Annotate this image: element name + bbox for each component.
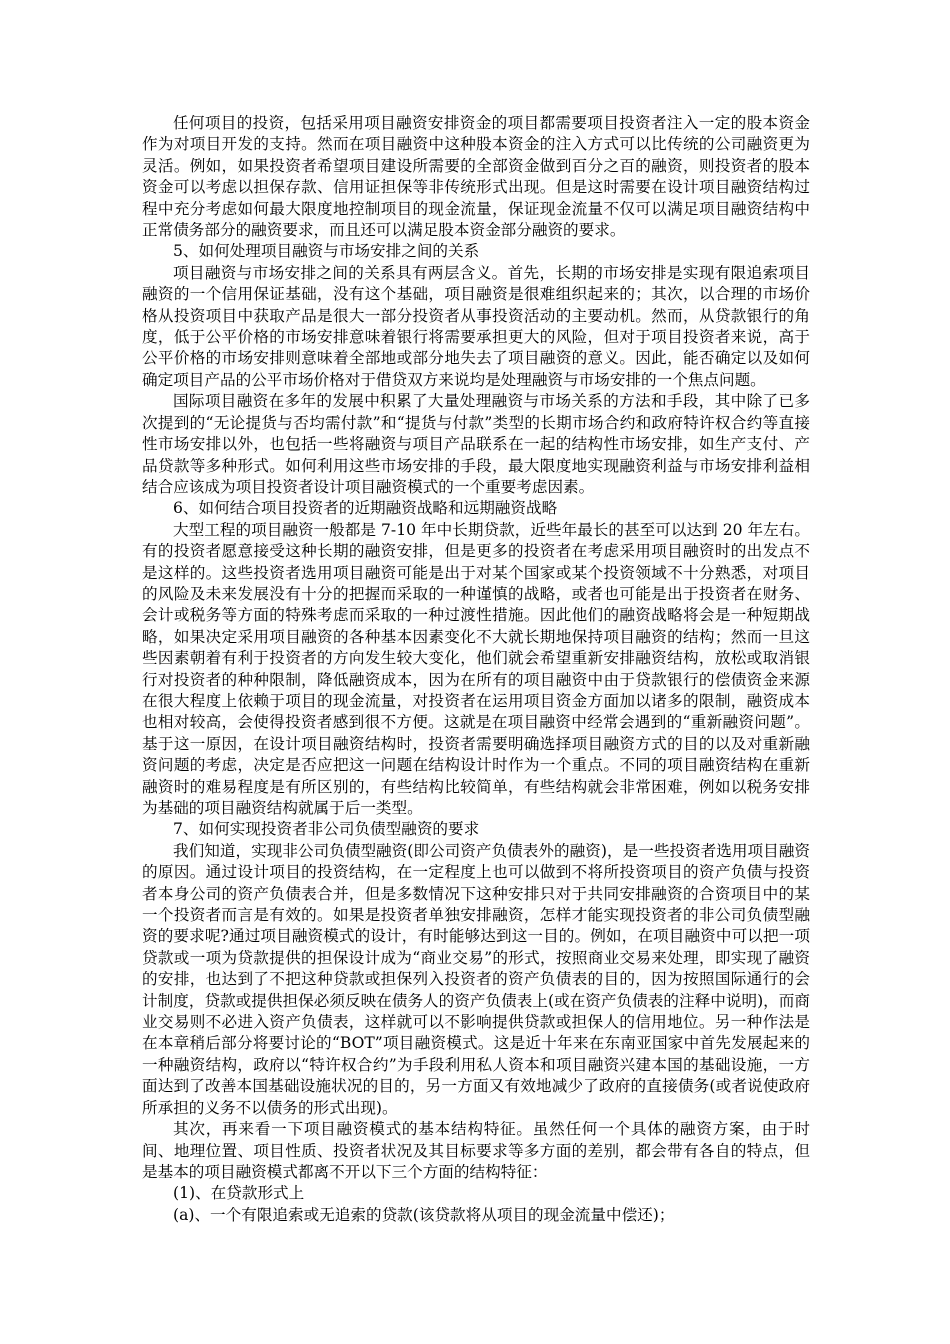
paragraph-off-balance-sheet: 我们知道，实现非公司负债型融资(即公司资产负债表外的融资)，是一些投资者选用项目融资的原因。通过设计项目的投资结构，在一定程度上也可以做到不将所投资项目的资产负债与投资者本身公司的资产负债表合并，但是多数情况下这种安排只对于共同安排融资的合资项目中的某一个投资者而言是有效的。如果是投资者单独安排融资，怎样才能实现投资者的非公司负债型融资的要求呢?通过项目融资模式的设计，有时能够达到这一目的。例如，在项目融资中可以把一项贷款或一项为贷款提供的担保设计成为“商业交易”的形式，按照商业交易来处理，即实现了融资的安排，也达到了不把这种贷款或担保列入投资者的资产负债表的目的，因为按照国际通行的会计制度，贷款或提供担保必须反映在债务人的资产负债表上(或在资产负债表的注释中说明)，而商业交易则不必进入资产负债表，这样就可以不影响提供贷款或担保人的信用地位。另一种作法是在本章稍后部分将要讨论的“BOT”项目融资模式。这是近十年来在东南亚国家中首先发展起来的一种融资结构，政府以“特许权合约”为手段利用私人资本和项目融资兴建本国的基础设施，一方面达到了改善本国基础设施状况的目的，另一方面又有效地减少了政府的直接债务(或者说使政府所承担的义务不以债务的形式出现)。 — [142, 841, 810, 1117]
paragraph-market-relation: 项目融资与市场安排之间的关系具有两层含义。首先，长期的市场安排是实现有限追索项目融资的一个信用保证基础，没有这个基础，项目融资是很难组织起来的；其次，以合理的市场价格从投资项目中获取产品是很大一部分投资者从事投资活动的主要动机。然而，从贷款银行的角度，低于公平价格的市场安排意味着银行将需要承担更大的风险，但对于项目投资者来说，高于公平价格的市场安排则意味着全部地或部分地失去了项目融资的意义。因此，能否确定以及如何确定项目产品的公平市场价格对于借贷双方来说均是处理融资与市场安排的一个焦点问题。 — [142, 263, 810, 389]
list-item-limited-recourse: (a)、一个有限追索或无追索的贷款(该贷款将从项目的现金流量中偿还)； — [173, 1205, 675, 1224]
paragraph-equity-capital: 任何项目的投资，包括采用项目融资安排资金的项目都需要项目投资者注入一定的股本资金作为对项目开发的支持。然而在项目融资中这种股本资金的注入方式可以比传统的公司融资更为灵活。例如，如果投资者希望项目建设所需要的全部资金做到百分之百的融资，则投资者的股本资金可以考虑以担保存款、信用证担保等非传统形式出现。但是这时需要在设计项目融资结构过程中充分考虑如何最大限度地控制项目的现金流量，保证现金流量不仅可以满足项目融资结构中正常债务部分的融资要求，而且还可以满足股本资金部分融资的要求。 — [142, 114, 810, 240]
paragraph-structure-features: 其次，再来看一下项目融资模式的基本结构特征。虽然任何一个具体的融资方案，由于时间、地理位置、项目性质、投资者状况及其目标要求等多方面的差别，都会带有各自的特点，但是基本的项目融资模式都离不开以下三个方面的结构特征： — [142, 1120, 810, 1181]
paragraph-international-methods: 国际项目融资在多年的发展中积累了大量处理融资与市场关系的方法和手段，其中除了已多次提到的“无论提货与否均需付款”和“提货与付款”类型的长期市场合约和政府特许权合约等直接性市场安排以外，也包括一些将融资与项目产品联系在一起的结构性市场安排，如生产支付、产品贷款等多种形式。如何利用这些市场安排的手段，最大限度地实现融资利益与市场安排利益相结合应该成为项目投资者设计项目融资模式的一个重要考虑因素。 — [142, 392, 810, 496]
section-heading-7: 7、如何实现投资者非公司负债型融资的要求 — [173, 820, 480, 839]
document-page — [142, 113, 810, 1226]
section-heading-6: 6、如何结合项目投资者的近期融资战略和远期融资战略 — [173, 499, 558, 518]
section-heading-5: 5、如何处理项目融资与市场安排之间的关系 — [173, 242, 480, 261]
list-item-loan-form: (1)、在贷款形式上 — [173, 1184, 305, 1203]
paragraph-refinancing: 大型工程的项目融资一般都是 7-10 年中长期贷款，近些年最长的甚至可以达到 20 年左右。有的投资者愿意接受这种长期的融资安排，但是更多的投资者在考虑采用项目融资时的出发点不是这样的。这些投资者选用项目融资可能是出于对某个国家或某个投资领域不十分熟悉，对项目的风险及未来发展没有十分的把握而采取的一种谨慎的战略，或者也可能是出于投资者在财务、会计或税务等方面的特殊考虑而采取的一种过渡性措施。因此他们的融资战略将会是一种短期战略，如果决定采用项目融资的各种基本因素变化不大就长期地保持项目融资的结构；然而一旦这些因素朝着有利于投资者的方向发生较大变化，他们就会希望重新安排融资结构，放松或取消银行对投资者的种种限制，降低融资成本，因为在所有的项目融资中由于贷款银行的偿债资金来源在很大程度上依赖于项目的现金流量，对投资者在运用项目资金方面加以诸多的限制，融资成本也相对较高，会使得投资者感到很不方便。这就是在项目融资中经常会遇到的“重新融资问题”。基于这一原因，在设计项目融资结构时，投资者需要明确选择项目融资方式的目的以及对重新融资问题的考虑，决定是否应把这一问题在结构设计时作为一个重点。不同的项目融资结构在重新融资时的难易程度是有所区别的，有些结构比较简单，有些结构就会非常困难，例如以税务安排为基础的项目融资结构就属于后一类型。 — [142, 520, 810, 817]
